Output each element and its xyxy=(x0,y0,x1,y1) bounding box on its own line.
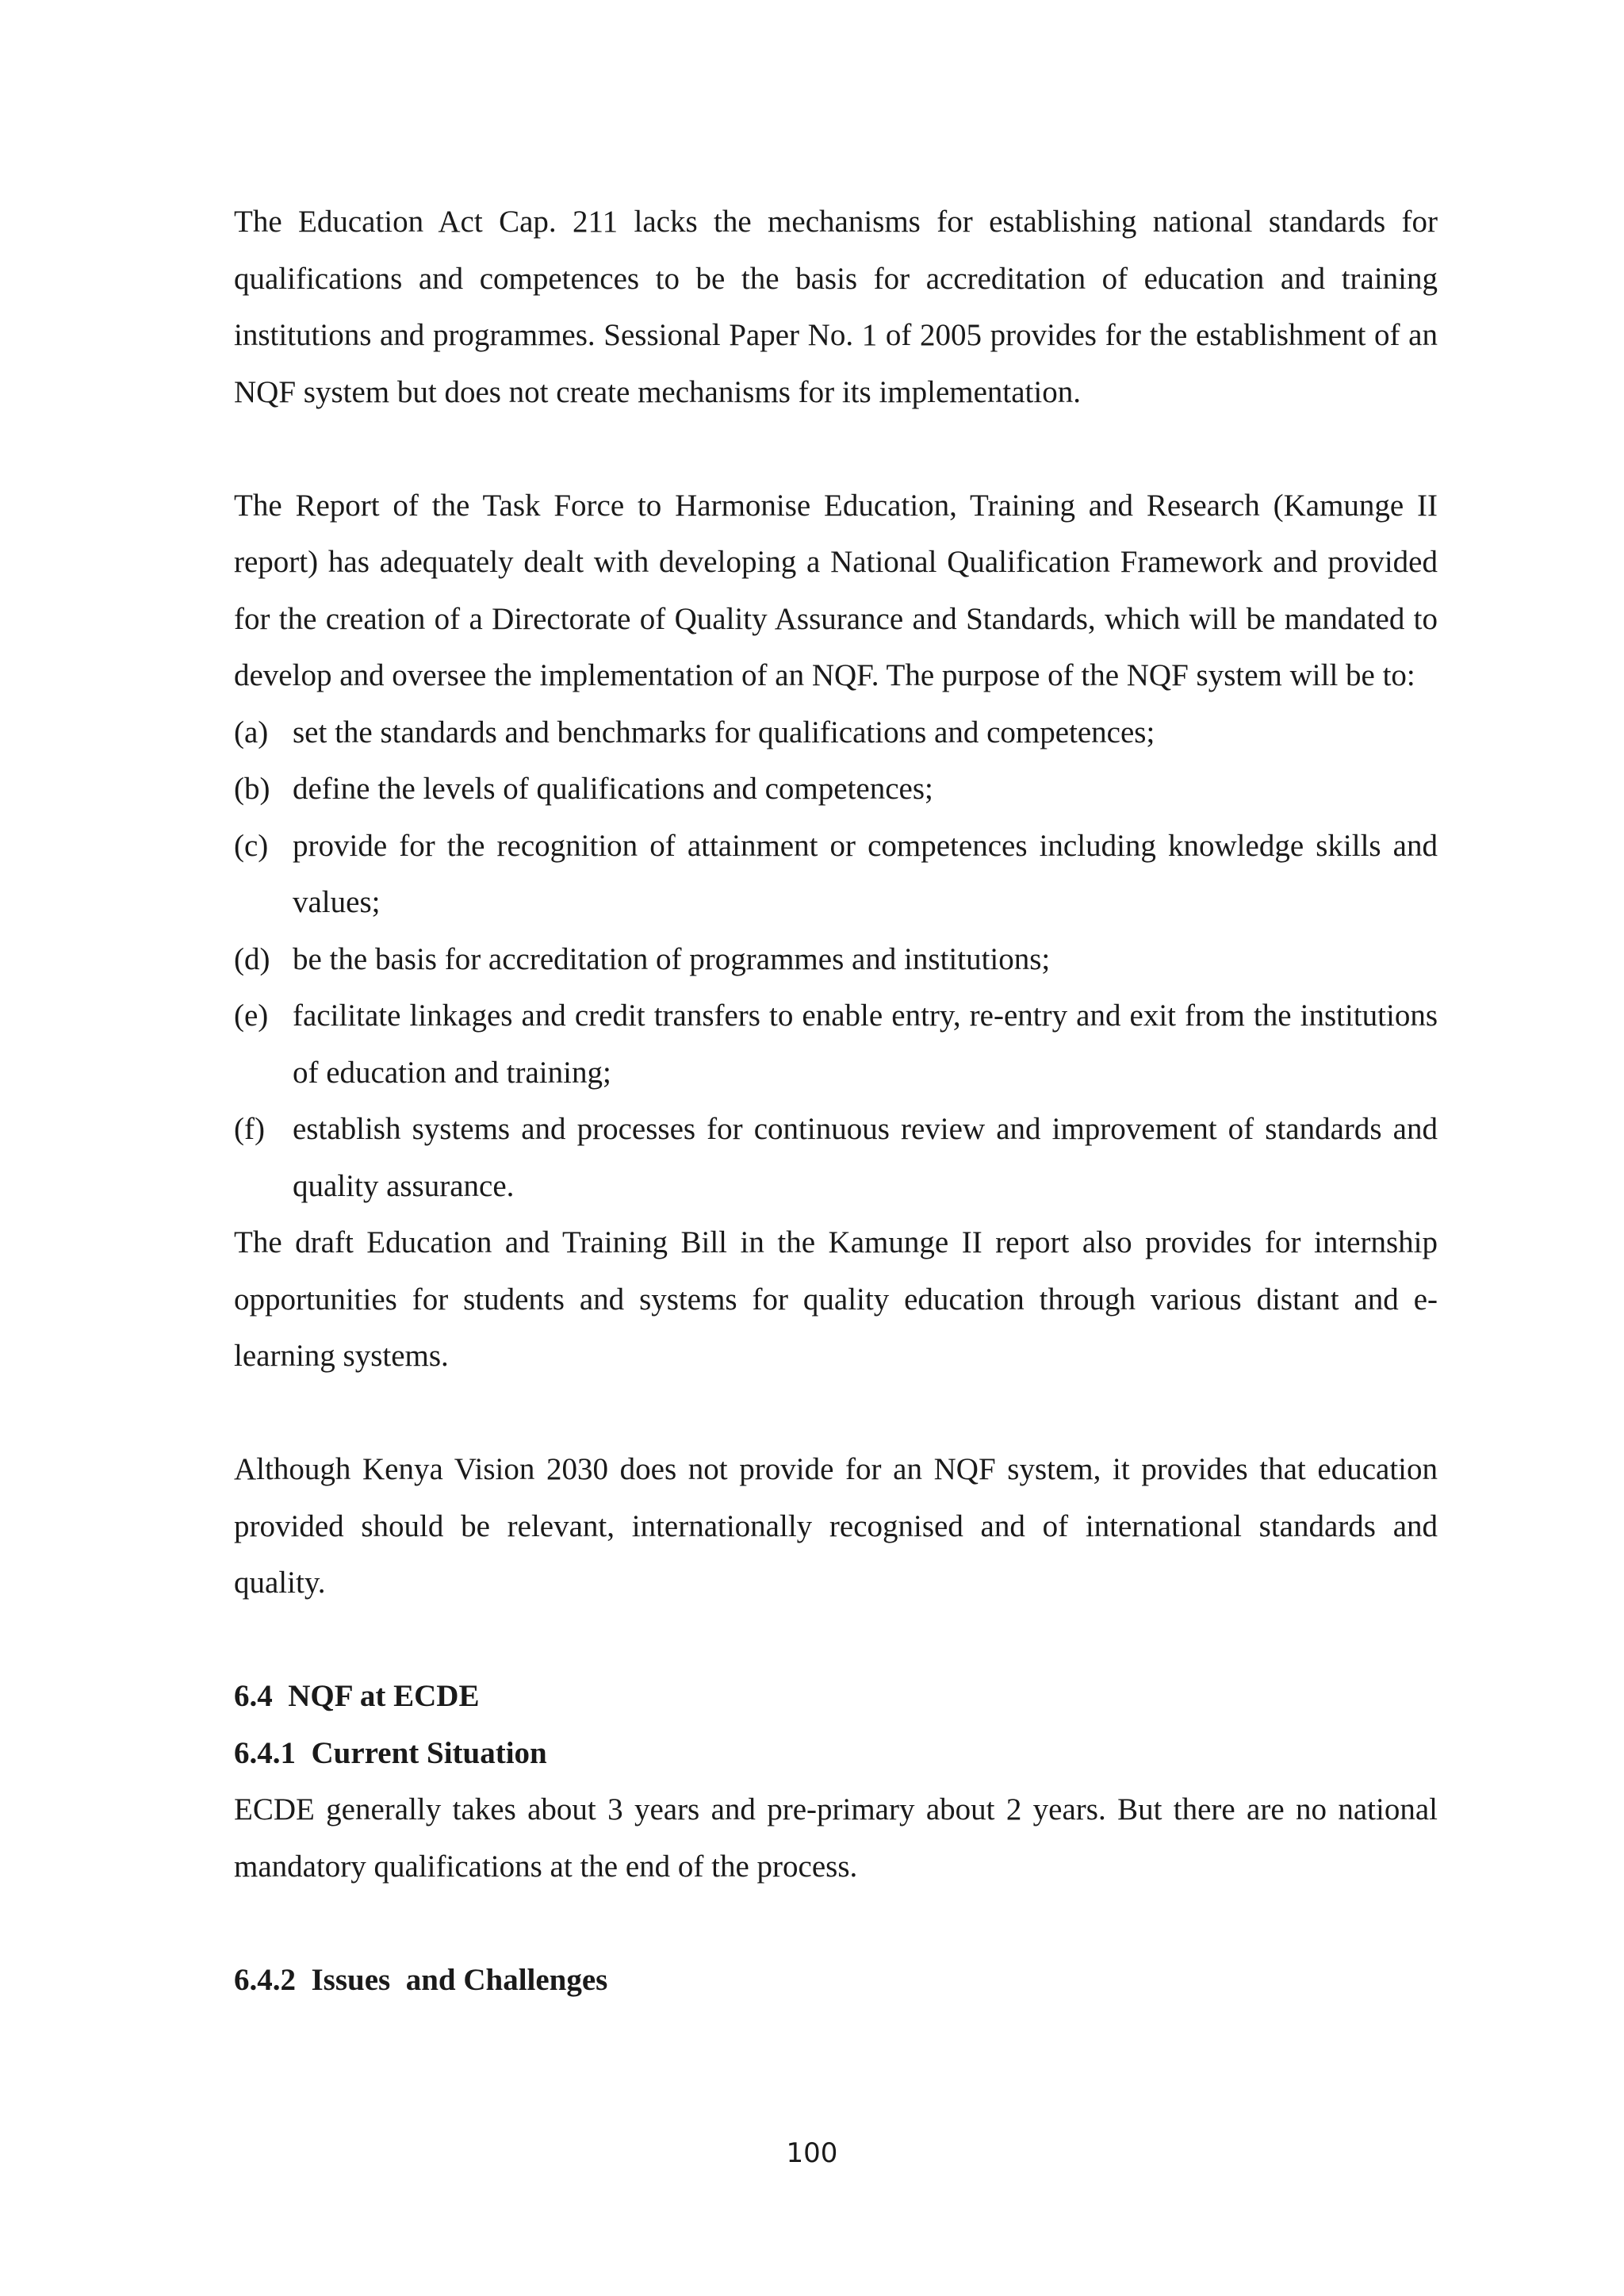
paragraph-gap xyxy=(234,420,1438,477)
list-marker: (c) xyxy=(234,828,269,863)
paragraph-gap xyxy=(234,1612,1438,1669)
list-marker: (f) xyxy=(234,1112,265,1146)
nqf-purpose-list xyxy=(234,704,1438,1215)
list-item xyxy=(234,931,1438,988)
list-item xyxy=(234,704,1438,761)
page-number: 100 xyxy=(786,2137,838,2169)
list-item-text: define the levels of qualifications and competences; xyxy=(293,772,933,806)
paragraph-gap xyxy=(234,1385,1438,1442)
list-item-text: set the standards and benchmarks for qualifications and competences; xyxy=(293,715,1155,749)
list-marker: (e) xyxy=(234,999,269,1033)
list-item-text: be the basis for accreditation of programmes and institutions; xyxy=(293,941,1051,976)
section-heading-6-4: 6.4 NQF at ECDE xyxy=(234,1679,480,1713)
list-item-text: facilitate linkages and credit transfers to enable entry, re-entry and exit from the institutions of education and training; xyxy=(293,999,1438,1090)
list-item-text: provide for the recognition of attainment or competences including knowledge skills and values; xyxy=(293,828,1438,919)
subsection-heading-6-4-2: 6.4.2 Issues and Challenges xyxy=(234,1962,608,1997)
paragraph-vision-2030: Although Kenya Vision 2030 does not provide for an NQF system, it provides that education provided should be relevant, internationally recognised and of international standards and quality. xyxy=(234,1452,1438,1600)
page-content xyxy=(234,194,1438,2008)
paragraph-education-act: The Education Act Cap. 211 lacks the mechanisms for establishing national standards for qualifications and competences to be the basis for accreditation of education and training institutions and programmes. Sessional Paper No. 1 of 2005 provides for the establishment of an NQF system but does not create mechanisms for its implementation. xyxy=(234,205,1438,409)
list-item-text: establish systems and processes for continuous review and improvement of standards and quality assurance. xyxy=(293,1112,1438,1203)
list-item xyxy=(234,818,1438,931)
paragraph-draft-bill: The draft Education and Training Bill in the Kamunge II report also provides for internship opportunities for students and systems for quality education through various distant and e-learning systems. xyxy=(234,1225,1438,1373)
paragraph-gap xyxy=(234,1895,1438,1952)
list-item xyxy=(234,987,1438,1101)
paragraph-current-situation: ECDE generally takes about 3 years and pre-primary about 2 years. But there are no national mandatory qualifications at the end of the process. xyxy=(234,1792,1438,1884)
list-marker: (b) xyxy=(234,772,270,806)
list-item xyxy=(234,761,1438,818)
list-item xyxy=(234,1101,1438,1214)
list-marker: (d) xyxy=(234,941,270,976)
paragraph-kamunge-report: The Report of the Task Force to Harmonise Education, Training and Research (Kamunge II report) has adequately dealt with developing a National Qualification Framework and provided for the creation of a Directorate of Quality Assurance and Standards, which will be mandated to develop and oversee the implementation of an NQF. The purpose of the NQF system will be to: xyxy=(234,488,1438,692)
list-marker: (a) xyxy=(234,715,269,749)
subsection-heading-6-4-1: 6.4.1 Current Situation xyxy=(234,1735,547,1770)
